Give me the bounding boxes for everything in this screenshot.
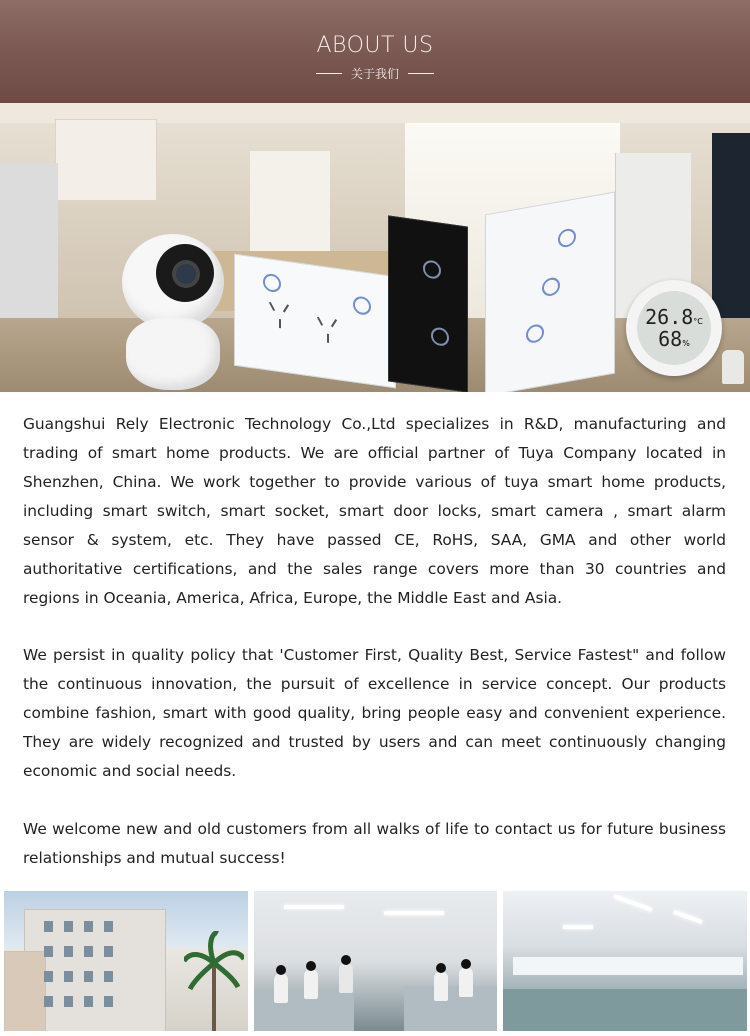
thermometer-humidity: 68: [658, 327, 683, 351]
building-window: [84, 971, 93, 982]
socket-pin: [269, 302, 275, 311]
building-window: [84, 921, 93, 932]
thermometer-temperature-unit: °C: [693, 317, 703, 326]
building-window: [104, 971, 113, 982]
welcome-paragraph: We welcome new and old customers from all walks of life to contact us for future business relationships and mutual success!: [23, 820, 726, 867]
building-window: [64, 971, 73, 982]
room-tv: [712, 133, 750, 333]
intro-paragraph: Guangshui Rely Electronic Technology Co.,Ltd specializes in R&D, manufacturing and trading of smart home products. We are official partner of Tuya Company located in Shenzhen, China. We work together to provide various of tuya smart home products, including smart switch, smart socket, smart door locks, smart camera , smart alarm sensor & system, etc. They have passed CE, RoHS, SAA, GMA and other world authoritative certifications, and the sales range covers more than 30 countries and regions in Oceania, America, Africa, Europe, the Middle East and Asia.: [23, 415, 726, 607]
page-title: ABOUT US: [316, 33, 434, 58]
hero-product-image: [0, 103, 750, 392]
office-desk: [503, 989, 747, 1031]
ceiling-light: [284, 905, 344, 909]
smart-speaker-product: [722, 350, 744, 384]
assembly-line-photo: [254, 891, 497, 1031]
worker: [339, 963, 353, 993]
building-window: [84, 946, 93, 957]
ceiling-light: [563, 925, 593, 929]
ceiling-light: [673, 910, 703, 924]
thermometer-humidity-row: [658, 328, 690, 350]
factory-building-photo: [4, 891, 248, 1031]
socket-touch-button-left: [263, 273, 281, 294]
building-window: [44, 921, 53, 932]
ceiling-light: [384, 911, 444, 915]
socket-pin: [331, 319, 337, 327]
camera-base: [126, 318, 220, 390]
building-window: [44, 946, 53, 957]
camera-lens: [176, 264, 196, 284]
page-subtitle: 关于我们: [350, 67, 399, 81]
thermometer-temperature-row: [645, 306, 703, 328]
room-cabinet: [55, 119, 157, 201]
thermometer-humidity-unit: %: [682, 339, 690, 348]
worker-head: [436, 963, 446, 973]
building-window: [84, 996, 93, 1007]
camera-head: [122, 234, 224, 330]
socket-pin: [327, 334, 329, 343]
office-window-row: [513, 957, 743, 975]
worker: [274, 973, 288, 1003]
building-window: [104, 996, 113, 1007]
thermometer-temperature: 26.8: [645, 305, 694, 329]
building: [4, 951, 46, 1031]
divider-right: [408, 73, 434, 74]
worker-head: [276, 965, 286, 975]
office-photo: [503, 891, 747, 1031]
switch-touch-button: [542, 276, 560, 297]
socket-pin: [279, 319, 281, 328]
switch-touch-button: [431, 326, 449, 347]
socket-touch-button-right: [353, 295, 371, 316]
thermometer-product: [626, 280, 722, 376]
workbench: [404, 986, 497, 1031]
worker: [459, 967, 473, 997]
smart-camera-product: [122, 234, 224, 392]
ceiling-light: [614, 894, 653, 911]
building-window: [64, 921, 73, 932]
building-window: [64, 996, 73, 1007]
header-banner: [0, 0, 750, 103]
smart-socket-product: [234, 254, 396, 389]
switch-touch-button: [526, 323, 544, 344]
page-subtitle-row: [0, 65, 750, 82]
building-window: [44, 971, 53, 982]
thermometer-screen: [637, 291, 711, 365]
worker-head: [461, 959, 471, 969]
building-window: [104, 946, 113, 957]
divider-left: [316, 73, 342, 74]
socket-pin: [317, 317, 323, 326]
worker-head: [306, 961, 316, 971]
building-window: [104, 921, 113, 932]
company-photos: [0, 891, 750, 1036]
worker: [304, 969, 318, 999]
building-window: [64, 946, 73, 957]
worker: [434, 971, 448, 1001]
building-window: [44, 996, 53, 1007]
socket-pin: [283, 304, 289, 312]
quality-policy-paragraph: We persist in quality policy that 'Customer First, Quality Best, Service Fastest" and follow the continuous innovation, the pursuit of excellence in service concept. Our products combine fashion, smart with good quality, bring people easy and convenient experience. They are widely recognized and trusted by users and can meet continuously changing economic and social needs.: [23, 646, 726, 780]
white-touch-switch-product: [485, 192, 615, 392]
worker-head: [341, 955, 351, 965]
black-touch-switch-product: [388, 215, 468, 392]
palm-tree: [184, 931, 244, 1031]
switch-touch-button: [558, 227, 576, 248]
switch-touch-button: [423, 259, 441, 280]
